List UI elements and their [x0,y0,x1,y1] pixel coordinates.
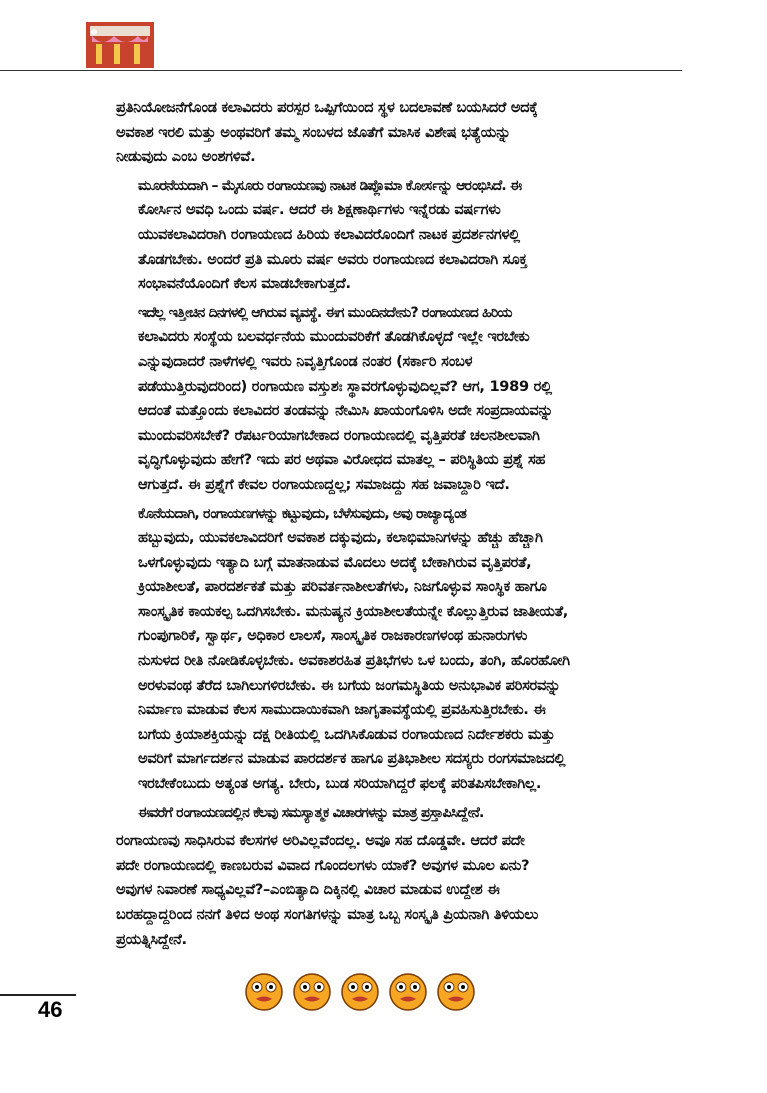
text-line: ನೀಡುವುದು ಎಂಬ ಅಂಶಗಳಿವೆ. [116,148,256,166]
footer-rule [0,994,76,996]
text-line: ಬರಹದ್ದಾದ್ದರಿಂದ ನನಗೆ ತಿಳಿದ ಅಂಥ ಸಂಗತಿಗಳನ್ನು ಮಾತ್ರ ಒಬ್ಬ ಸಂಸ್ಕೃತಿ ಪ್ರಿಯನಾಗಿ ತಿಳಿಯಲು [116,906,539,923]
text-line: ಮುಂದುವರಿಸಬೇಕೆ? ರೆಪರ್ಟರಿಯಾಗಬೇಕಾದ ರಂಗಾಯಣದಲ್ಲಿ ವೃತ್ತಿಪರತೆ ಚಲನಶೀಲವಾಗಿ [138,426,540,444]
paragraph [116,96,676,170]
text-line: ಕೊನೆಯದಾಗಿ, ರಂಗಾಯಣಗಳನ್ನು ಕಟ್ಟುವುದು, ಬೆಳೆಸುವುದು, ಅವು ರಾಜ್ಯಾದ್ಯಂತ [138,505,467,522]
paragraph [116,801,676,826]
text-line: ಅವುಗಳ ನಿವಾರಣೆ ಸಾಧ್ಯವಿಲ್ಲವೆ?–ಎಂಬಿತ್ಯಾದಿ ದಿಕ್ಕಿನಲ್ಲಿ ವಿಚಾರ ಮಾಡುವ ಉದ್ದೇಶ ಈ [116,881,500,899]
header-stage-logo-icon [86,22,154,68]
text-line: ಮೂರನೆಯದಾಗಿ – ಮೈಸೂರು ರಂಗಾಯಣವು ನಾಟಕ ಡಿಪ್ಲೊಮಾ ಕೋರ್ಸನ್ನು ಆರಂಭಿಸಿದೆ. ಈ [138,177,522,194]
page-number: 46 [38,997,63,1022]
article-body [116,96,676,956]
paragraph [116,502,676,797]
text-line: ಈವರೆಗೆ ರಂಗಾಯಣದಲ್ಲಿನ ಕೆಲವು ಸಮಸ್ಯಾತ್ಮಕ ವಿಚಾರಗಳನ್ನು ಮಾತ್ರ ಪ್ರಸ್ತಾಪಿಸಿದ್ದೇನೆ. [138,804,484,821]
text-line: ಎನ್ನುವುದಾದರೆ ನಾಳೆಗಳಲ್ಲಿ ಇವರು ನಿವೃತ್ತಿಗೊಂಡ ನಂತರ (ಸರ್ಕಾರಿ ಸಂಬಳ [138,352,473,370]
decorative-faces [244,972,476,1012]
text-line: ನಿರ್ಮಾಣ ಮಾಡುವ ಕೆಲಸ ಸಾಮುದಾಯಿಕವಾಗಿ ಜಾಗೃತಾವಸ್ಥೆಯಲ್ಲಿ ಪ್ರವಹಿಸುತ್ತಿರಬೇಕು. ಈ [138,701,546,719]
face-icon [436,972,476,1012]
text-line: ಕೋರ್ಸಿನ ಅವಧಿ ಒಂದು ವರ್ಷ. ಆದರೆ ಈ ಶಿಕ್ಷಣಾರ್ಥಿಗಳು ಇನ್ನೆರಡು ವರ್ಷಗಳು [138,201,501,219]
text-line: ಪದೇ ರಂಗಾಯಣದಲ್ಲಿ ಕಾಣಬರುವ ವಿವಾದ ಗೊಂದಲಗಳು ಯಾಕೆ? ಅವುಗಳ ಮೂಲ ಏನು? [116,856,530,874]
face-icon [292,972,332,1012]
text-line: ಪಡೆಯುತ್ತಿರುವುದರಿಂದ) ರಂಗಾಯಣ ವಸ್ತುಶಃ ಸ್ಥಾವರಗೊಳ್ಳುವುದಿಲ್ಲವೆ? ಆಗ, 1989 ರಲ್ಲಿ [138,377,552,395]
text-line: ಯುವಕಲಾವಿದರಾಗಿ ರಂಗಾಯಣದ ಹಿರಿಯ ಕಲಾವಿದರೊಂದಿಗೆ ನಾಟಕ ಪ್ರದರ್ಶನಗಳಲ್ಲಿ [138,225,520,243]
text-line: ಪ್ರಯತ್ನಿಸಿದ್ದೇನೆ. [116,930,187,948]
text-line: ಗುಂಪುಗಾರಿಕೆ, ಸ್ವಾರ್ಥ, ಅಧಿಕಾರ ಲಾಲಸೆ, ಸಾಂಸ್ಕೃತಿಕ ರಾಜಕಾರಣಗಳಂಥ ಹುನಾರುಗಳು [138,627,528,645]
text-line: ವೃದ್ಧಿಗೊಳ್ಳುವುದು ಹೇಗೆ? ಇದು ಪರ ಅಥವಾ ವಿರೋಧದ ಮಾತಲ್ಲ – ಪರಿಸ್ಥಿತಿಯ ಪ್ರಶ್ನೆ ಸಹ [138,451,546,469]
text-line: ಸಂಭಾವನೆಯೊಂದಿಗೆ ಕೆಲಸ ಮಾಡಬೇಕಾಗುತ್ತದೆ. [138,275,351,293]
text-line: ಒಳಗೊಳ್ಳುವುದು ಇತ್ಯಾದಿ ಬಗ್ಗೆ ಮಾತನಾಡುವ ಮೊದಲು ಅದಕ್ಕೆ ಬೇಕಾಗಿರುವ ವೃತ್ತಿಪರತೆ, [138,553,532,571]
text-line: ಇರಬೇಕೆಂಬುದು ಅತ್ಯಂತ ಅಗತ್ಯ. ಬೇರು, ಬುಡ ಸರಿಯಾಗಿದ್ದರೆ ಫಲಕ್ಕೆ ಪರಿತಪಿಸಬೇಕಾಗಿಲ್ಲ. [138,775,542,793]
paragraph [116,301,676,498]
text-line: ನುಸುಳದ ರೀತಿ ನೋಡಿಕೊಳ್ಳಬೇಕು. ಅವಕಾಶರಹಿತ ಪ್ರತಿಭೆಗಳು ಒಳ ಬಂದು, ತಂಗಿ, ಹೊರಹೋಗಿ [138,652,570,670]
text-line: ಅವರಿಗೆ ಮಾರ್ಗದರ್ಶನ ಮಾಡುವ ಪಾರದರ್ಶಕ ಹಾಗೂ ಪ್ರತಿಭಾಶೀಲ ಸದಸ್ಯರು ರಂಗಸಮಾಜದಲ್ಲಿ [138,750,566,768]
text-line: ಬಗೆಯ ಕ್ರಿಯಾಶಕ್ತಿಯನ್ನು ದಕ್ಷ ರೀತಿಯಲ್ಲಿ ಒದಗಿಸಿಕೊಡುವ ರಂಗಾಯಣದ ನಿರ್ದೇಶಕರು ಮತ್ತು [138,725,555,743]
text-line: ಕಲಾವಿದರು ಸಂಸ್ಥೆಯ ಬಲವರ್ಧನೆಯ ಮುಂದುವರಿಕೆಗೆ ತೊಡಗಿಕೊಳ್ಳದೆ ಇಲ್ಲೇ ಇರಬೇಕು [138,328,530,346]
text-line: ಸಾಂಸ್ಕೃತಿಕ ಕಾಯಕಲ್ಪ ಒದಗಿಸಬೇಕು. ಮನುಷ್ಯನ ಕ್ರಿಯಾಶೀಲತೆಯನ್ನೇ ಕೊಲ್ಲುತ್ತಿರುವ ಜಾತೀಯತೆ, [138,602,568,620]
text-line: ಆಗುತ್ತದೆ. ಈ ಪ್ರಶ್ನೆಗೆ ಕೇವಲ ರಂಗಾಯಣದ್ದಲ್ಲ; ಸಮಾಜದ್ದು ಸಹ ಜವಾಬ್ದಾರಿ ಇದೆ. [138,475,510,493]
text-line: ರಂಗಾಯಣವು ಸಾಧಿಸಿರುವ ಕೆಲಸಗಳ ಅರಿವಿಲ್ಲವೆಂದಲ್ಲ. ಅವೂ ಸಹ ದೊಡ್ಡವೇ. ಆದರೆ ಪದೇ [116,832,525,850]
text-line: ಅವಕಾಶ ಇರಲಿ ಮತ್ತು ಅಂಥವರಿಗೆ ತಮ್ಮ ಸಂಬಳದ ಜೊತೆಗೆ ಮಾಸಿಕ ವಿಶೇಷ ಭತ್ಯೆಯನ್ನು [116,123,511,141]
text-line: ತೊಡಗಬೇಕು. ಅಂದರೆ ಪ್ರತಿ ಮೂರು ವರ್ಷ ಅವರು ರಂಗಾಯಣದ ಕಲಾವಿದರಾಗಿ ಸೂಕ್ತ [138,250,527,268]
paragraph [116,829,676,952]
face-icon [388,972,428,1012]
text-line: ಅರಳುವಂಥ ತೆರೆದ ಬಾಗಿಲುಗಳಿರಬೇಕು. ಈ ಬಗೆಯ ಜಂಗಮಸ್ಥಿತಿಯ ಅನುಭಾವಿಕ ಪರಿಸರವನ್ನು [138,676,561,694]
text-line: ಹಬ್ಬುವುದು, ಯುವಕಲಾವಿದರಿಗೆ ಅವಕಾಶ ದಕ್ಕುವುದು, ಕಲಾಭಿಮಾನಿಗಳನ್ನು ಹೆಚ್ಚು ಹೆಚ್ಚಾಗಿ [138,529,543,547]
text-line: ಆದಂತೆ ಮತ್ತೊಂದು ಕಲಾವಿದರ ತಂಡವನ್ನು ನೇಮಿಸಿ ಖಾಯಂಗೊಳಿಸಿ ಅದೇ ಸಂಪ್ರದಾಯವನ್ನು [138,402,553,420]
face-icon [244,972,284,1012]
face-icon [340,972,380,1012]
text-line: ಪ್ರತಿನಿಯೋಜನೆಗೊಂಡ ಕಲಾವಿದರು ಪರಸ್ಪರ ಒಪ್ಪಿಗೆಯಿಂದ ಸ್ಥಳ ಬದಲಾವಣೆ ಬಯಸಿದರೆ ಅದಕ್ಕೆ [116,99,538,116]
text-line: ಇದೆಲ್ಲ ಇತ್ತೀಚಿನ ದಿನಗಳಲ್ಲಿ ಆಗಿರುವ ವ್ಯವಸ್ಥೆ. ಈಗ ಮುಂದಿನದೇನು? ರಂಗಾಯಣದ ಹಿರಿಯ [138,304,512,321]
paragraph [116,174,676,297]
text-line: ಕ್ರಿಯಾಶೀಲತೆ, ಪಾರದರ್ಶಕತೆ ಮತ್ತು ಪರಿವರ್ತನಾಶೀಲತೆಗಳು, ನಿಜಗೊಳ್ಳುವ ಸಾಂಸ್ಥಿಕ ಹಾಗೂ [138,578,547,596]
header-rule [0,70,682,71]
